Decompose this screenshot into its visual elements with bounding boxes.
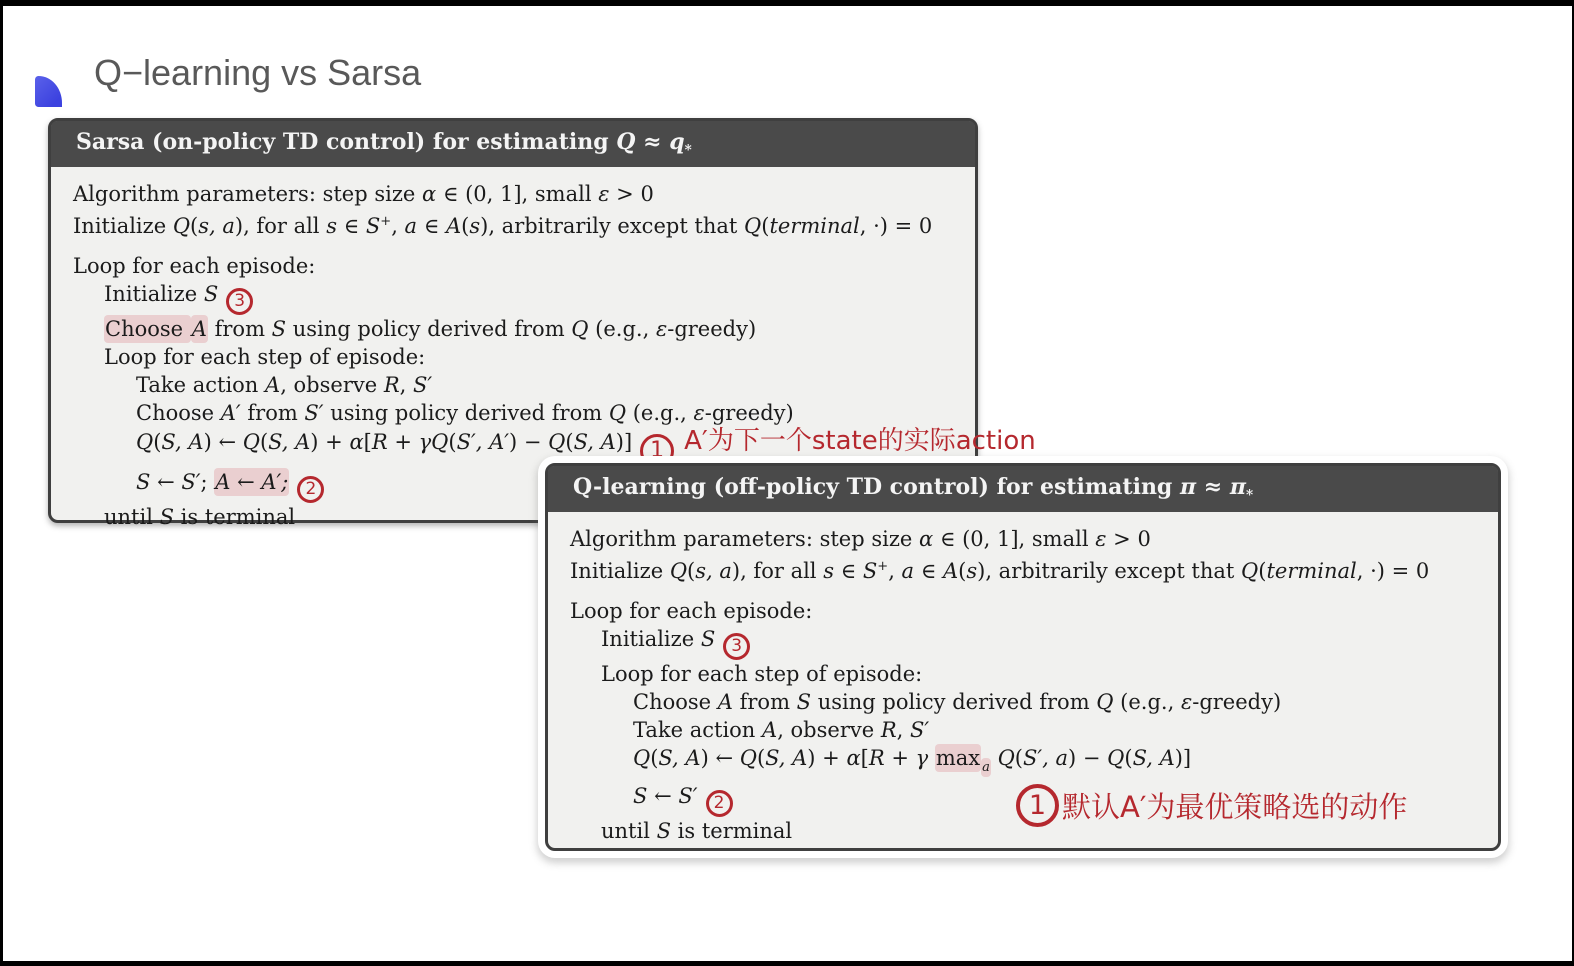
code-segment: , — [399, 373, 414, 398]
code-segment: Initialize — [570, 559, 670, 584]
code-line — [570, 744, 1480, 781]
code-segment: ( — [650, 746, 659, 771]
code-segment: using policy derived from — [811, 690, 1097, 715]
code-segment: R — [371, 430, 388, 455]
code-segment: , — [888, 559, 902, 584]
code-segment: Q — [548, 430, 566, 455]
code-segment: R — [880, 718, 897, 743]
code-segment: ε — [655, 317, 668, 342]
code-segment: Q — [1096, 690, 1114, 715]
code-segment: , ·) = 0 — [1356, 559, 1430, 584]
qlearning-box-header — [548, 466, 1498, 512]
code-segment: α — [349, 430, 364, 455]
code-segment: Q — [633, 746, 651, 771]
code-segment: R — [868, 746, 885, 771]
code-segment: a — [982, 759, 990, 775]
code-segment: A — [265, 373, 281, 398]
code-line — [570, 525, 1480, 553]
code-segment: * — [1245, 487, 1254, 504]
circled-number-icon: 1 — [1016, 784, 1059, 827]
code-line — [73, 208, 957, 240]
code-segment: S — [159, 505, 174, 530]
code-segment: ) + — [807, 746, 847, 771]
code-line — [570, 597, 1480, 625]
code-segment: A — [445, 214, 462, 239]
frame-border-bottom — [0, 961, 1574, 966]
code-segment: α — [919, 527, 934, 552]
code-segment: Algorithm parameters: step size — [73, 182, 422, 207]
code-segment: is terminal — [174, 505, 296, 530]
page-title: Q−learning vs Sarsa — [94, 52, 422, 93]
code-segment: ) − — [509, 430, 549, 455]
code-segment: Algorithm parameters: step size — [570, 527, 919, 552]
code-segment: ← — [150, 470, 182, 495]
code-segment: Q — [616, 129, 636, 155]
circled-number-icon: 2 — [297, 476, 324, 503]
code-segment: + — [877, 559, 889, 575]
code-segment: ( — [761, 214, 770, 239]
code-segment: Q-learning (off-policy TD control) for estimating — [573, 474, 1180, 500]
code-segment: ), for all — [234, 214, 327, 239]
code-segment: , observe — [777, 718, 881, 743]
code-segment: A — [717, 690, 733, 715]
code-segment: ), for all — [731, 559, 824, 584]
code-segment: S — [862, 559, 878, 584]
code-segment: ε — [693, 401, 705, 426]
qlearning-algorithm-box — [545, 463, 1501, 851]
code-line — [73, 280, 957, 315]
code-segment: a — [404, 214, 418, 239]
code-line — [73, 371, 957, 399]
code-segment: + — [387, 430, 419, 455]
code-segment: S — [796, 690, 812, 715]
code-segment: [ — [860, 746, 869, 771]
code-segment: Take action — [633, 718, 763, 743]
code-segment: ( — [1258, 559, 1267, 584]
code-segment: (e.g., — [1113, 690, 1181, 715]
code-line — [73, 343, 957, 371]
code-segment: ( — [1124, 746, 1133, 771]
code-segment: S′ — [678, 783, 698, 808]
code-segment: )] — [1174, 746, 1192, 771]
code-segment: a — [901, 559, 915, 584]
code-segment: Take action — [136, 373, 266, 398]
code-segment: -greedy) — [667, 317, 757, 342]
code-segment: terminal — [769, 214, 860, 239]
code-segment: terminal — [1266, 559, 1357, 584]
code-segment: ) ← — [203, 430, 243, 455]
code-segment: ( — [687, 559, 696, 584]
code-segment: S — [271, 317, 287, 342]
code-segment: ( — [190, 214, 199, 239]
code-segment: from — [207, 317, 272, 342]
code-segment: Choose — [633, 690, 718, 715]
code-segment: A ← A′; — [215, 470, 289, 495]
code-segment: (e.g., — [588, 317, 656, 342]
code-segment: -greedy) — [704, 401, 794, 426]
code-line — [570, 553, 1480, 585]
code-segment: ( — [259, 430, 269, 455]
code-segment: s — [966, 559, 978, 584]
code-segment: ε — [598, 182, 610, 207]
code-segment: ∈ — [914, 559, 943, 584]
code-segment: Choose — [105, 317, 190, 342]
code-segment: max — [935, 746, 981, 771]
code-segment: from — [732, 690, 797, 715]
code-segment: ) ← — [700, 746, 740, 771]
code-segment: A′ — [220, 401, 241, 426]
code-segment: Q — [242, 430, 260, 455]
code-segment: π — [1229, 474, 1246, 500]
code-segment: ≈ — [1196, 474, 1230, 500]
code-segment: S — [633, 783, 648, 808]
code-segment: (e.g., — [626, 401, 694, 426]
code-segment: , — [391, 214, 405, 239]
code-segment: ), arbitrarily except that — [977, 559, 1242, 584]
code-segment: [ — [363, 430, 372, 455]
code-segment: ( — [448, 430, 457, 455]
code-segment: ; — [200, 470, 215, 495]
code-segment: )] — [615, 430, 633, 455]
code-segment: Initialize — [104, 282, 204, 307]
code-segment: , ·) = 0 — [859, 214, 933, 239]
code-segment: S′, A′ — [456, 430, 510, 455]
code-segment: ( — [958, 559, 967, 584]
code-segment: ∈ — [417, 214, 446, 239]
code-segment: ( — [153, 430, 162, 455]
code-segment: q — [669, 129, 685, 155]
qlearning-annotation — [1016, 784, 1407, 827]
code-segment: S, A — [765, 746, 808, 771]
frame-border-top — [0, 0, 1574, 6]
code-segment: until — [104, 505, 160, 530]
code-segment: + — [884, 746, 916, 771]
code-segment: α — [422, 182, 437, 207]
code-segment: Q — [172, 214, 191, 239]
circled-number-icon: 3 — [723, 633, 750, 660]
code-segment: Q — [997, 746, 1015, 771]
code-line — [73, 315, 957, 343]
code-segment: ( — [756, 746, 766, 771]
code-segment: S′ — [181, 470, 201, 495]
code-segment: ≈ — [635, 129, 670, 155]
code-segment: ∈ (0, 1], small — [436, 182, 599, 207]
code-segment: * — [684, 142, 692, 159]
code-segment: A — [191, 317, 207, 342]
code-segment: > 0 — [609, 182, 654, 207]
code-segment — [991, 746, 998, 770]
code-segment: S′ — [304, 401, 324, 426]
code-segment: Q — [136, 430, 154, 455]
annotation-text: 默认A′为最优策略选的动作 — [1062, 790, 1408, 824]
circled-number-icon: 3 — [226, 288, 253, 315]
code-segment: s — [469, 214, 481, 239]
code-segment: S, A — [1132, 746, 1175, 771]
code-segment: > 0 — [1106, 527, 1151, 552]
code-segment: Loop for each episode: — [570, 599, 813, 624]
code-segment: Initialize — [73, 214, 173, 239]
code-segment: S′, a — [1022, 746, 1069, 771]
code-segment: ) − — [1068, 746, 1108, 771]
code-segment: Q — [1241, 559, 1259, 584]
code-segment: , — [896, 718, 911, 743]
code-segment: Q — [744, 214, 762, 239]
code-segment: γ — [915, 746, 935, 771]
code-segment: ∈ — [336, 214, 366, 239]
code-segment: Sarsa (on-policy TD control) for estimating — [76, 129, 617, 155]
code-segment: R — [383, 373, 400, 398]
code-segment: ε — [1180, 690, 1193, 715]
code-line — [570, 688, 1480, 716]
accent-quarter-circle-icon — [35, 76, 62, 107]
code-segment: A — [942, 559, 959, 584]
code-line — [570, 660, 1480, 688]
code-segment: s, a — [695, 559, 732, 584]
code-segment: Choose — [136, 401, 221, 426]
code-line — [570, 625, 1480, 660]
code-segment: Loop for each episode: — [73, 254, 316, 279]
code-segment: until — [601, 818, 657, 843]
code-segment: Q — [669, 559, 688, 584]
code-segment: Loop for each step of episode: — [104, 345, 426, 370]
code-segment: Q — [571, 317, 589, 342]
frame-border-left — [0, 0, 3, 966]
circled-number-icon: 2 — [706, 790, 733, 817]
code-segment: , observe — [280, 373, 384, 398]
code-segment: Q — [608, 401, 627, 426]
code-segment: S — [700, 627, 716, 652]
code-segment: S — [203, 282, 219, 307]
code-segment: S, A — [658, 746, 701, 771]
code-segment: Q — [1107, 746, 1125, 771]
code-segment: ← — [647, 783, 679, 808]
code-line — [570, 716, 1480, 744]
code-segment: s — [326, 214, 337, 239]
code-segment: using policy derived from — [286, 317, 572, 342]
code-segment: ε — [1095, 527, 1107, 552]
code-segment: S′ — [910, 718, 930, 743]
code-segment: ( — [1014, 746, 1023, 771]
code-line — [73, 252, 957, 280]
code-segment: Initialize — [601, 627, 701, 652]
code-segment: α — [846, 746, 861, 771]
code-segment: is terminal — [671, 818, 793, 843]
annotation-text: A′为下一个state的实际action — [684, 426, 1036, 457]
code-segment: Loop for each step of episode: — [601, 662, 923, 687]
circled-number-icon: 1 — [640, 434, 674, 468]
code-segment: S — [656, 818, 671, 843]
code-segment: γQ — [418, 430, 449, 455]
code-segment: S′ — [413, 373, 433, 398]
code-segment: ), arbitrarily except that — [480, 214, 745, 239]
code-segment: s — [823, 559, 834, 584]
code-segment: ∈ — [833, 559, 863, 584]
code-segment: from — [240, 401, 305, 426]
code-line — [73, 180, 957, 208]
code-line — [73, 399, 957, 427]
code-segment: ( — [565, 430, 574, 455]
code-segment: π — [1179, 474, 1197, 500]
sarsa-box-header — [51, 121, 975, 167]
code-segment: S, A — [573, 430, 616, 455]
code-segment: S, A — [268, 430, 311, 455]
code-segment: + — [380, 214, 392, 230]
code-segment: -greedy) — [1192, 690, 1282, 715]
code-segment: S — [365, 214, 381, 239]
code-segment: s, a — [198, 214, 235, 239]
code-segment: S — [136, 470, 151, 495]
code-segment: ( — [461, 214, 470, 239]
code-segment: A — [762, 718, 778, 743]
code-segment: S, A — [161, 430, 204, 455]
code-segment: using policy derived from — [323, 401, 609, 426]
code-segment: ∈ (0, 1], small — [933, 527, 1096, 552]
code-segment: ) + — [310, 430, 350, 455]
code-segment: Q — [739, 746, 757, 771]
